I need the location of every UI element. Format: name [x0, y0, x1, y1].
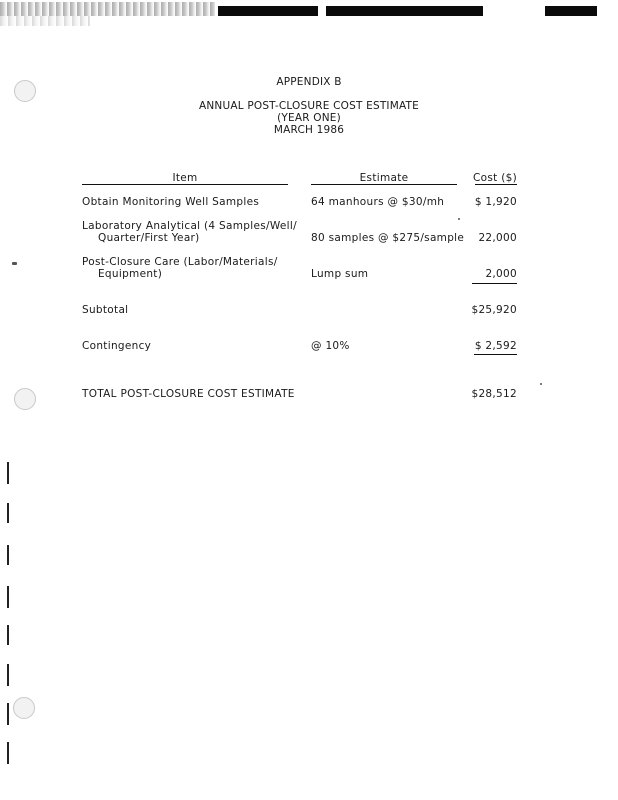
- binding-mark: [7, 625, 9, 645]
- scan-artifact-top: [0, 2, 215, 16]
- cost-sum-rule: [472, 283, 517, 284]
- report-title: ANNUAL POST-CLOSURE COST ESTIMATE: [198, 100, 420, 112]
- row-estimate: Lump sum: [311, 268, 369, 280]
- row-cost: $ 1,920: [474, 196, 517, 208]
- column-header-rule: [311, 184, 457, 185]
- binding-mark: [7, 545, 9, 565]
- binding-mark: [7, 742, 9, 764]
- binding-mark: [7, 503, 9, 523]
- contingency-rule: [474, 354, 517, 355]
- total-label: TOTAL POST-CLOSURE COST ESTIMATE: [82, 388, 295, 400]
- row-estimate: 80 samples @ $275/sample: [311, 232, 465, 244]
- binding-mark: [7, 664, 9, 686]
- scan-speck: [12, 262, 17, 265]
- subtotal-label: Subtotal: [82, 304, 129, 316]
- binding-mark: [7, 462, 9, 484]
- column-header-rule: [475, 184, 517, 185]
- scan-artifact-top-secondary: [0, 16, 90, 26]
- contingency-estimate: @ 10%: [311, 340, 350, 352]
- redaction-bar-3: [545, 6, 597, 16]
- row-cost: 2,000: [485, 268, 517, 280]
- appendix-title: APPENDIX B: [276, 76, 342, 88]
- row-item: Post-Closure Care (Labor/Materials/: [82, 256, 278, 268]
- scan-speck: [458, 218, 460, 220]
- row-item-continued: Quarter/First Year): [98, 232, 200, 244]
- scan-speck: [540, 383, 542, 385]
- contingency-label: Contingency: [82, 340, 152, 352]
- contingency-cost: $ 2,592: [474, 340, 517, 352]
- punch-hole-middle: [14, 388, 36, 410]
- column-header-estimate: Estimate: [359, 172, 409, 184]
- row-item: Laboratory Analytical (4 Samples/Well/: [82, 220, 297, 232]
- punch-hole-bottom: [13, 697, 35, 719]
- column-header-rule: [82, 184, 288, 185]
- row-cost: 22,000: [478, 232, 517, 244]
- total-cost: $28,512: [471, 388, 517, 400]
- binding-mark: [7, 703, 9, 725]
- row-item: Obtain Monitoring Well Samples: [82, 196, 260, 208]
- subtotal-cost: $25,920: [471, 304, 517, 316]
- column-header-item: Item: [172, 172, 198, 184]
- row-item-continued: Equipment): [98, 268, 163, 280]
- report-subtitle: (YEAR ONE): [277, 112, 341, 124]
- redaction-bar-1: [218, 6, 318, 16]
- column-header-cost: Cost ($): [473, 172, 517, 184]
- row-estimate: 64 manhours @ $30/mh: [311, 196, 445, 208]
- redaction-bar-2: [326, 6, 483, 16]
- binding-mark: [7, 586, 9, 608]
- report-date: MARCH 1986: [273, 124, 345, 136]
